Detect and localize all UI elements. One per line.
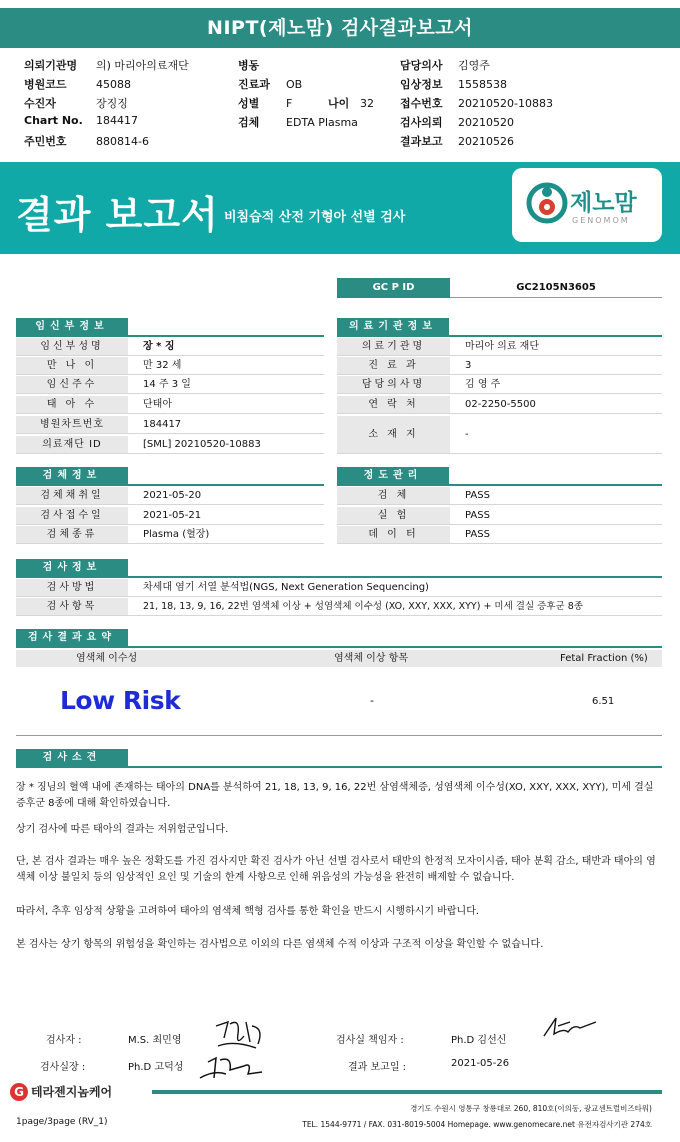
company-g-icon: G (10, 1083, 28, 1101)
abnormal-items-value: - (370, 694, 374, 707)
section-result-summary: 검사결과요약 (16, 629, 128, 646)
findings-paragraph: 본 검사는 상기 항목의 위험성을 확인하는 검사법으로 이외의 다른 염색체 수적 이상과 구조적 이상을 확인할 수 없습니다. (16, 939, 544, 950)
section-specimen-info: 검체정보 (16, 467, 128, 484)
section-divider (337, 484, 662, 486)
section-divider (16, 484, 324, 486)
header-field: 병동 (238, 59, 260, 72)
table-row: 의료재단 ID [SML] 20210520-10883 (16, 436, 324, 454)
table-row: 진 료 과 3 (337, 357, 662, 375)
header-field: 진료과 OB (238, 78, 303, 91)
footer-address (302, 1101, 652, 1133)
gcp-id-value: GC2105N3605 (450, 278, 662, 298)
gcp-id-label: GC P ID (337, 278, 450, 298)
section-divider (337, 335, 662, 337)
risk-result: Low Risk (60, 686, 181, 715)
section-divider (16, 576, 662, 578)
table-row: 연 락 처 02-2250-5500 (337, 396, 662, 414)
company-name: 테라젠지놈케어 (31, 1085, 113, 1099)
gcp-id (337, 278, 662, 298)
result-banner (0, 162, 680, 254)
table-row: 검 체 PASS (337, 487, 662, 505)
banner-title: 결과 보고서 (16, 193, 219, 237)
header-field: 의뢰기관명 의) 마리아의료재단 (24, 59, 189, 72)
header-info (0, 52, 680, 152)
header-field: 검체 EDTA Plasma (238, 116, 358, 129)
table-row: 실 험 PASS (337, 507, 662, 525)
table-row: 임신주수 14 주 3 일 (16, 376, 324, 394)
header-field: 수진자 장징징 (24, 97, 128, 110)
logo-subtext: GENOMOM (572, 216, 630, 225)
genomom-logo (512, 168, 662, 242)
report-date-label: 결과 보고일 : (348, 1062, 407, 1073)
report-date: 2021-05-26 (451, 1058, 510, 1069)
lab-head-name: Ph.D 고덕성 (128, 1062, 184, 1073)
section-divider (16, 646, 662, 648)
report-title: NIPT(제노맘) 검사결과보고서 (0, 8, 680, 48)
header-field: 병원코드 45088 (24, 78, 131, 91)
table-row: 담당의사명 김 영 주 (337, 376, 662, 394)
footer-bar (152, 1090, 662, 1094)
contact-line: TEL. 1544-9771 / FAX. 031-8019-5004 Homepage. www.genomecare.net 유전자검사기관 274호 (302, 1120, 652, 1129)
section-divider (16, 335, 324, 337)
section-quality-control: 정도관리 (337, 467, 449, 484)
summary-col-abnormal: 염색체 이상 항목 (334, 653, 408, 664)
table-row: 검체채취일 2021-05-20 (16, 487, 324, 505)
genomom-logo-icon (526, 182, 568, 224)
header-field-age: 나이 32 (328, 97, 374, 110)
findings-paragraph: 따라서, 추후 임상적 상황을 고려하여 태아의 염색체 핵형 검사를 통한 확인을 반드시 시행하시기 바랍니다. (16, 906, 480, 917)
section-divider (16, 766, 662, 768)
header-field: 주민번호 880814-6 (24, 135, 149, 148)
header-field: 접수번호 20210520-10883 (400, 97, 553, 110)
summary-col-fetal-fraction: Fetal Fraction (%) (560, 653, 648, 664)
section-pregnant-info: 임신부정보 (16, 318, 128, 335)
address-line: 경기도 수원시 영통구 창룡대로 260, 810호(이의동, 광교센트럴비즈타워) (410, 1104, 652, 1113)
responsible-label: 검사실 책임자 : (336, 1035, 404, 1046)
lab-head-label: 검사실장 : (40, 1062, 86, 1073)
table-row: 의료기관명 마리아 의료 재단 (337, 338, 662, 356)
table-row: 태 아 수 단태아 (16, 396, 324, 414)
tester-name: M.S. 최민영 (128, 1035, 182, 1046)
summary-divider (16, 735, 662, 736)
lab-head-signature (196, 1048, 266, 1084)
header-field: 성별 F (238, 97, 293, 110)
table-row: 데 이 터 PASS (337, 526, 662, 544)
findings-paragraph: 단, 본 검사 결과는 매우 높은 정확도를 가진 검사지만 확진 검사가 아닌 선별 검사로서 태반의 한정적 모자이시즘, 태아 분획 감소, 태반과 태아의 염색체 이상 불일치 등의 임상적인 요인 및 기술의 한계 사항으로 인해 위음성의 가능성을 완전히 배제할 수 없습니다. (16, 856, 656, 883)
section-test-info: 검사정보 (16, 559, 128, 576)
responsible-name: Ph.D 김선신 (451, 1035, 507, 1046)
signature-area (0, 1022, 680, 1082)
table-row: 검사접수일 2021-05-21 (16, 507, 324, 525)
section-institution-info: 의료기관정보 (337, 318, 449, 335)
table-row: 검사방법 차세대 염기 서열 분석법(NGS, Next Generation Sequencing) (16, 579, 662, 597)
findings-paragraph: 상기 검사에 따른 태아의 결과는 저위험군입니다. (16, 824, 229, 835)
header-field: 검사의뢰 20210520 (400, 116, 514, 129)
table-row: 임신부성명 장 * 징 (16, 338, 324, 356)
table-row: 만 나 이 만 32 세 (16, 357, 324, 375)
header-field: Chart No. 184417 (24, 114, 138, 127)
header-field: 담당의사 김영주 (400, 59, 490, 72)
header-field: 임상정보 1558538 (400, 78, 507, 91)
tester-label: 검사자 : (46, 1035, 82, 1046)
page-number: 1page/3page (RV_1) (16, 1117, 108, 1127)
table-row: 검사항목 21, 18, 13, 9, 16, 22번 염색체 이상 + 성염색체 이수성 (XO, XXY, XXX, XYY) + 미세 결실 증후군 8종 (16, 598, 662, 616)
logo-text: 제노맘 (570, 190, 637, 216)
table-row: 병원차트번호 184417 (16, 416, 324, 434)
company-logo (10, 1083, 112, 1101)
summary-header (16, 650, 662, 667)
table-row: 검체종류 Plasma (혈장) (16, 526, 324, 544)
responsible-signature (540, 1014, 600, 1044)
findings-paragraph: 장 * 징님의 혈액 내에 존재하는 태아의 DNA를 분석하여 21, 18, 13, 9, 16, 22번 삼염색체증, 성염색체 이수성(XO, XXY, XXX, XYY), 미세 결실 증후군 8종에 대해 확인하였습니다. (16, 782, 654, 809)
fetal-fraction-value: 6.51 (592, 696, 615, 707)
table-row: 소 재 지 - (337, 416, 662, 454)
section-findings: 검사소견 (16, 749, 128, 766)
header-field: 결과보고 20210526 (400, 135, 514, 148)
banner-subtitle: 비침습적 산전 기형아 선별 검사 (224, 210, 406, 225)
summary-col-aneuploidy: 염색체 이수성 (76, 653, 138, 664)
